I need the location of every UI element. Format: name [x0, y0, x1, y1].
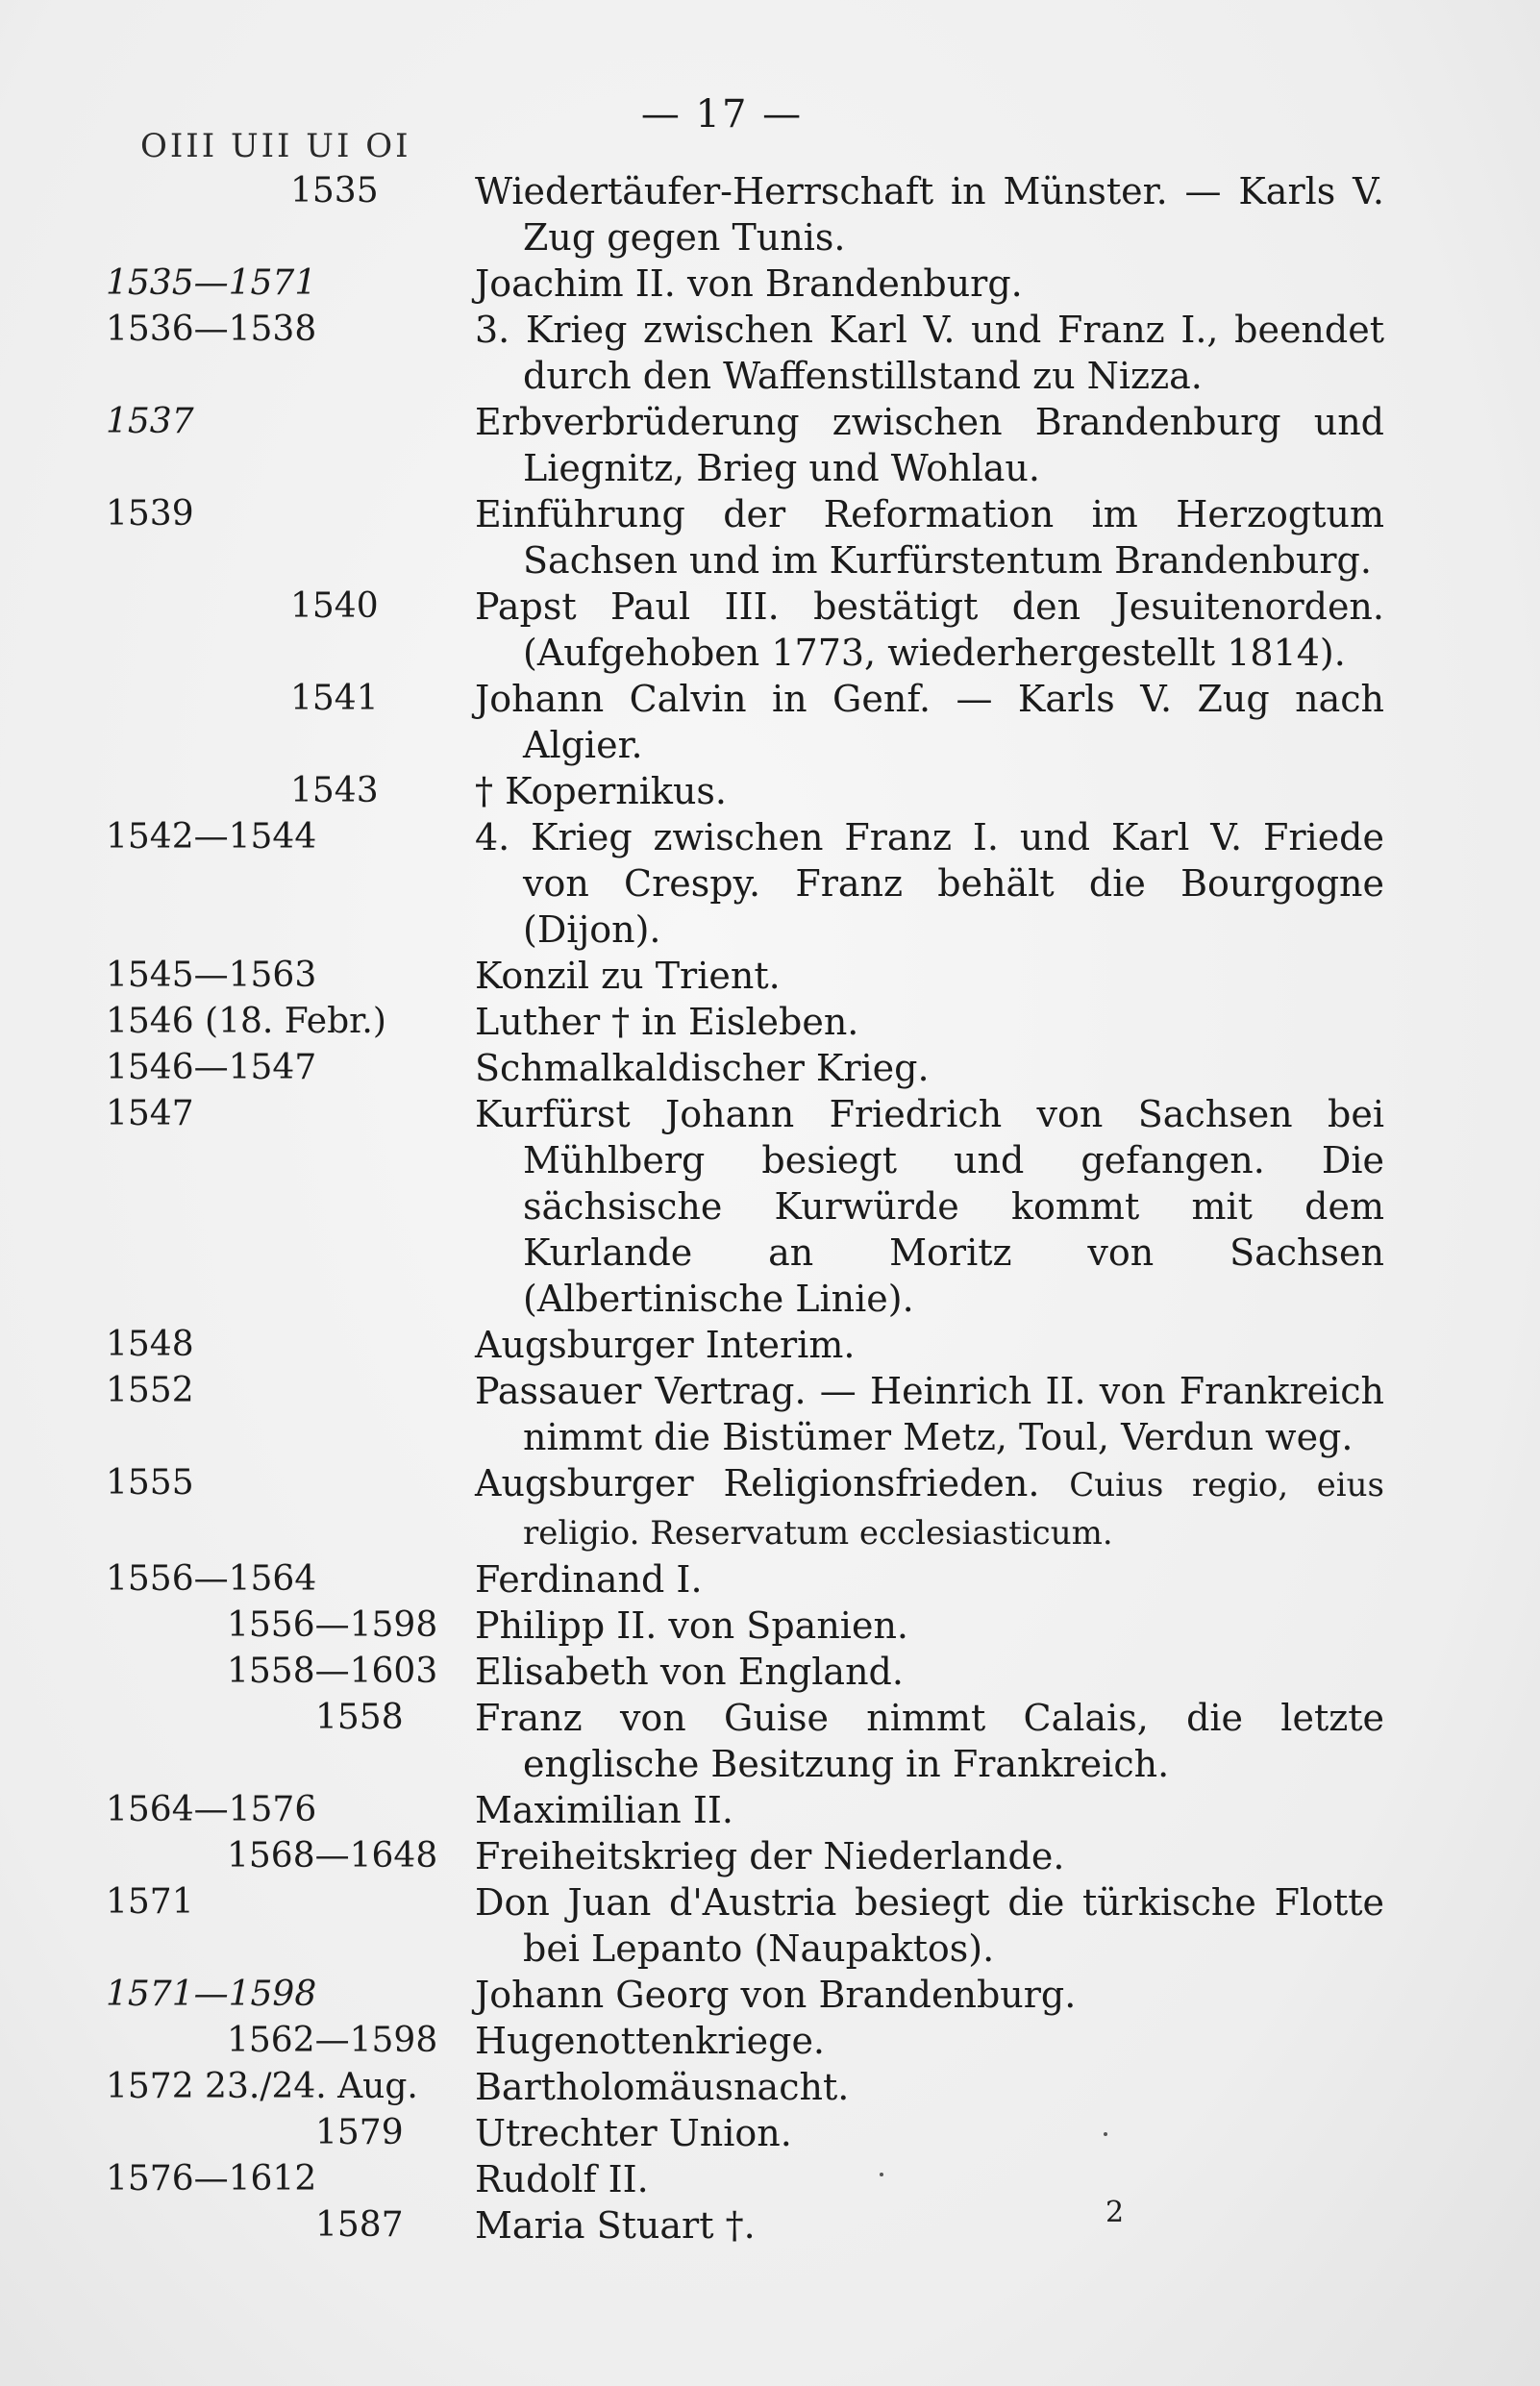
entry-date: 1579: [315, 2113, 404, 2152]
entry-date: 1543: [290, 771, 379, 810]
printer-signature: 2: [1105, 2196, 1125, 2229]
entry-text-main: Bartholomäusnacht.: [475, 2066, 850, 2108]
chronology-entry: [0, 1972, 1540, 2018]
entry-date: 1572 23./24. Aug.: [106, 2067, 418, 2106]
chronology-entry: [0, 1787, 1540, 1833]
header-corner-mark: OIII UII UI OI: [140, 127, 411, 165]
entry-text-main: 4. Krieg zwischen Franz I. und Karl V. Friede von Crespy. Franz behält die Bourgogne (Dijon).: [475, 816, 1384, 951]
entry-date: 1558—1603: [227, 1652, 438, 1691]
entry-text-main: Johann Calvin in Genf. — Karls V. Zug nach Algier.: [475, 678, 1384, 766]
entry-text: [475, 814, 1384, 953]
entry-text: [475, 1091, 1384, 1322]
entry-date: 1552: [106, 1371, 194, 1410]
entry-text-main: † Kopernikus.: [475, 770, 728, 812]
entry-text-main: Wiedertäufer-Herrschaft in Münster. — Karls V. Zug gegen Tunis.: [475, 170, 1384, 259]
entry-text-main: Maria Stuart †.: [475, 2204, 756, 2247]
entry-text: [475, 1879, 1384, 1972]
entry-date: 1535—1571: [106, 263, 317, 303]
entry-text-main: Erbverbrüderung zwischen Brandenburg und Liegnitz, Brieg und Wohlau.: [475, 401, 1384, 489]
entry-text: [475, 2018, 1384, 2064]
entry-date: 1536—1538: [106, 310, 317, 349]
entry-text: [475, 168, 1384, 261]
entry-text: [475, 1368, 1384, 1460]
chronology-entry: [0, 2202, 1540, 2249]
entry-date: 1537: [106, 402, 194, 441]
chronology-list: [0, 168, 1540, 2249]
chronology-entry: [0, 584, 1540, 676]
entry-text: [475, 2156, 1384, 2202]
entry-date: 1564—1576: [106, 1790, 317, 1829]
entry-text: [475, 2064, 1384, 2110]
chronology-entry: [0, 1833, 1540, 1879]
entry-text: [475, 1972, 1384, 2018]
chronology-entry: [0, 1695, 1540, 1787]
entry-text-main: Philipp II. von Spanien.: [475, 1604, 908, 1647]
chronology-entry: [0, 2018, 1540, 2064]
chronology-entry: [0, 2156, 1540, 2202]
entry-date: 1546 (18. Febr.): [106, 1002, 386, 1041]
entry-text: [475, 261, 1384, 307]
entry-text: [475, 953, 1384, 999]
entry-date: 1568—1648: [227, 1836, 438, 1876]
entry-date: 1558: [315, 1698, 404, 1737]
entry-text-main: Augsburger Interim.: [475, 1324, 856, 1366]
entry-date: 1556—1598: [227, 1605, 438, 1645]
paper-speck: [1104, 2132, 1107, 2136]
entry-text: [475, 1556, 1384, 1603]
chronology-entry: [0, 2110, 1540, 2156]
chronology-entry: [0, 1045, 1540, 1091]
entry-text: [475, 1695, 1384, 1787]
chronology-entry: [0, 1091, 1540, 1322]
entry-text-main: Papst Paul III. bestätigt den Jesuitenorden. (Aufgehoben 1773, wiederhergestellt 1814).: [475, 585, 1384, 674]
entry-text-main: Konzil zu Trient.: [475, 955, 781, 997]
entry-text: [475, 1787, 1384, 1833]
entry-text-main: Einführung der Reformation im Herzogtum Sachsen und im Kurfürstentum Brandenburg.: [475, 493, 1384, 582]
entry-text-main: 3. Krieg zwischen Karl V. und Franz I., beendet durch den Waffenstillstand zu Nizza.: [475, 309, 1384, 397]
entry-date: 1587: [315, 2205, 404, 2245]
entry-text-main: Utrechter Union.: [475, 2112, 792, 2154]
entry-text-main: Joachim II. von Brandenburg.: [475, 262, 1023, 305]
entry-text: [475, 307, 1384, 399]
entry-text-main: Franz von Guise nimmt Calais, die letzte englische Besitzung in Frankreich.: [475, 1697, 1384, 1785]
chronology-entry: [0, 491, 1540, 584]
entry-date: 1545—1563: [106, 956, 317, 995]
chronology-entry: [0, 1322, 1540, 1368]
entry-text-latin: Cuius regio, eius religio. Reservatum ecclesiasticum.: [523, 1466, 1384, 1553]
entry-date: 1540: [290, 586, 379, 626]
entry-text-main: Hugenottenkriege.: [475, 2020, 826, 2062]
entry-date: 1541: [290, 679, 379, 718]
page-number: — 17 —: [640, 92, 804, 137]
entry-date: 1546—1547: [106, 1048, 317, 1087]
entry-date: 1542—1544: [106, 817, 317, 857]
entry-date: 1547: [106, 1094, 194, 1133]
entry-date: 1571—1598: [106, 1975, 317, 2014]
chronology-entry: [0, 1649, 1540, 1695]
paper-speck: [880, 2173, 883, 2176]
entry-text: [475, 491, 1384, 584]
entry-text-main: Freiheitskrieg der Niederlande.: [475, 1835, 1065, 1877]
entry-date: 1571: [106, 1882, 194, 1922]
chronology-entry: [0, 1368, 1540, 1460]
entry-text: [475, 1460, 1384, 1556]
entry-text: [475, 1322, 1384, 1368]
chronology-entry: [0, 676, 1540, 768]
entry-text: [475, 768, 1384, 814]
entry-text: [475, 2110, 1384, 2156]
entry-text: [475, 999, 1384, 1045]
entry-text-main: Don Juan d'Austria besiegt die türkische Flotte bei Lepanto (Naupaktos).: [475, 1881, 1384, 1970]
entry-text-main: Maximilian II.: [475, 1789, 733, 1831]
entry-text-main: Johann Georg von Brandenburg.: [475, 1974, 1077, 2016]
chronology-entry: [0, 1556, 1540, 1603]
entry-date: 1535: [290, 171, 379, 211]
entry-text-main: Ferdinand I.: [475, 1558, 703, 1601]
chronology-entry: [0, 1603, 1540, 1649]
entry-text-main: Luther † in Eisleben.: [475, 1001, 859, 1043]
chronology-entry: [0, 768, 1540, 814]
entry-text-main: Schmalkaldischer Krieg.: [475, 1047, 930, 1089]
entry-text: [475, 1649, 1384, 1695]
entry-text-main: Elisabeth von England.: [475, 1651, 904, 1693]
chronology-entry: [0, 814, 1540, 953]
entry-date: 1548: [106, 1325, 194, 1364]
entry-date: 1562—1598: [227, 2021, 438, 2060]
chronology-entry: [0, 261, 1540, 307]
chronology-entry: [0, 999, 1540, 1045]
entry-text: [475, 1045, 1384, 1091]
chronology-entry: [0, 1879, 1540, 1972]
entry-text-main: Rudolf II.: [475, 2158, 649, 2200]
entry-text: [475, 676, 1384, 768]
entry-text: [475, 2202, 1384, 2249]
entry-date: 1576—1612: [106, 2159, 317, 2199]
entry-text-main: Kurfürst Johann Friedrich von Sachsen bei Mühlberg besiegt und gefangen. Die sächsische Kurwürde kommt mit dem Kurlande an Moritz von Sachsen (Albertinische Linie).: [475, 1093, 1384, 1320]
entry-date: 1556—1564: [106, 1559, 317, 1599]
chronology-entry: [0, 307, 1540, 399]
entry-date: 1555: [106, 1463, 194, 1503]
entry-date: 1539: [106, 494, 194, 534]
entry-text: [475, 399, 1384, 491]
entry-text: [475, 1833, 1384, 1879]
entry-text-main: Passauer Vertrag. — Heinrich II. von Frankreich nimmt die Bistümer Metz, Toul, Verdun weg.: [475, 1370, 1384, 1458]
entry-text: [475, 1603, 1384, 1649]
entry-text-main: Augsburger Religionsfrieden.: [475, 1462, 1040, 1504]
chronology-entry: [0, 953, 1540, 999]
chronology-entry: [0, 168, 1540, 261]
chronology-entry: [0, 2064, 1540, 2110]
chronology-entry: [0, 399, 1540, 491]
chronology-entry: [0, 1460, 1540, 1556]
entry-text: [475, 584, 1384, 676]
